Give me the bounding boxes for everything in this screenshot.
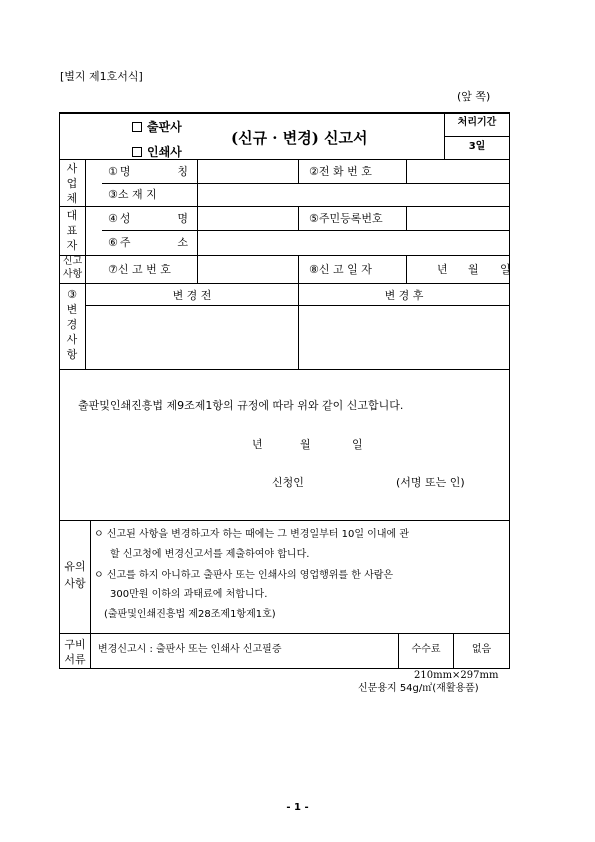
business-address-label: ③소 재 지 xyxy=(108,188,157,201)
page-side-label: (앞 쪽) xyxy=(457,90,491,103)
page-number: - 1 - xyxy=(286,802,309,813)
report-section-label: 신고 사항 xyxy=(62,256,83,280)
signature-label: (서명 또는 인) xyxy=(396,476,465,489)
business-phone-field[interactable] xyxy=(407,160,508,183)
processing-period-value: 3일 xyxy=(468,141,486,152)
publisher-option[interactable] xyxy=(132,118,182,135)
change-section-label: ③ 변 경 사 항 xyxy=(66,288,78,361)
business-phone-label: ②전 화 번 호 xyxy=(309,165,372,178)
documents-section-label: 구비 서류 xyxy=(64,638,86,666)
before-change-header: 변 경 전 xyxy=(172,289,212,302)
notes-section-label: 유의 사항 xyxy=(64,560,86,590)
representative-address-field[interactable] xyxy=(198,231,508,255)
declaration-month: 월 xyxy=(300,438,311,451)
publisher-label: 출판사 xyxy=(147,120,182,134)
note-1-line-1: ㅇ 신고된 사항을 변경하고자 하는 때에는 그 변경일부터 10일 이내에 관 xyxy=(94,529,409,540)
paper-size: 210mm×297mm xyxy=(414,670,499,681)
declaration-statement: 출판및인쇄진흥법 제9조제1항의 규정에 따라 위와 같이 신고합니다. xyxy=(78,399,404,412)
business-address-field[interactable] xyxy=(198,184,508,206)
note-2-line-1: ㅇ 신고를 하지 아니하고 출판사 또는 인쇄사의 영업행위를 한 사람은 xyxy=(94,570,394,581)
applicant-label: 신청인 xyxy=(272,476,304,489)
declaration-year: 년 xyxy=(252,438,263,451)
note-1-line-2: 할 신고청에 변경신고서를 제출하여야 합니다. xyxy=(110,549,310,560)
business-section-label: 사 업 체 xyxy=(66,162,78,205)
declaration-day: 일 xyxy=(352,438,363,451)
printer-label: 인쇄사 xyxy=(147,145,182,159)
after-change-field[interactable] xyxy=(299,306,508,368)
report-number-label: ⑦신 고 번 호 xyxy=(108,263,171,276)
representative-name-field[interactable] xyxy=(198,207,297,230)
printer-option[interactable] xyxy=(132,143,182,160)
printer-checkbox[interactable] xyxy=(132,147,142,157)
business-name-field[interactable] xyxy=(198,160,297,183)
representative-address-label: ⑥ 주 소 xyxy=(108,236,188,249)
representative-section-label: 대 표 자 xyxy=(66,209,78,252)
after-change-header: 변 경 후 xyxy=(384,289,424,302)
note-2-line-3: (출판및인쇄진흥법 제28조제1항제1호) xyxy=(104,609,276,620)
paper-spec: 신문용지 54g/㎡(재활용품) xyxy=(358,683,479,694)
publisher-checkbox[interactable] xyxy=(132,122,142,132)
representative-name-label: ④ 성 명 xyxy=(108,212,188,225)
report-number-field[interactable] xyxy=(198,256,297,283)
before-change-field[interactable] xyxy=(86,306,297,368)
business-name-label: ① 명 칭 xyxy=(108,165,188,178)
form-title: (신규 · 변경) 신고서 xyxy=(231,129,368,147)
required-documents: 변경신고시 : 출판사 또는 인쇄사 신고필증 xyxy=(98,644,282,655)
fee-value: 없음 xyxy=(471,644,492,655)
fee-label: 수수료 xyxy=(411,644,441,655)
form-number-label: [별지 제1호서식] xyxy=(60,70,143,83)
note-2-line-2: 300만원 이하의 과태료에 처합니다. xyxy=(110,589,268,600)
report-date-label: ⑧신 고 일 자 xyxy=(309,263,372,276)
processing-period-label: 처리기간 xyxy=(457,117,497,128)
resident-number-field[interactable] xyxy=(407,207,508,230)
resident-number-label: ⑤주민등록번호 xyxy=(309,212,383,225)
